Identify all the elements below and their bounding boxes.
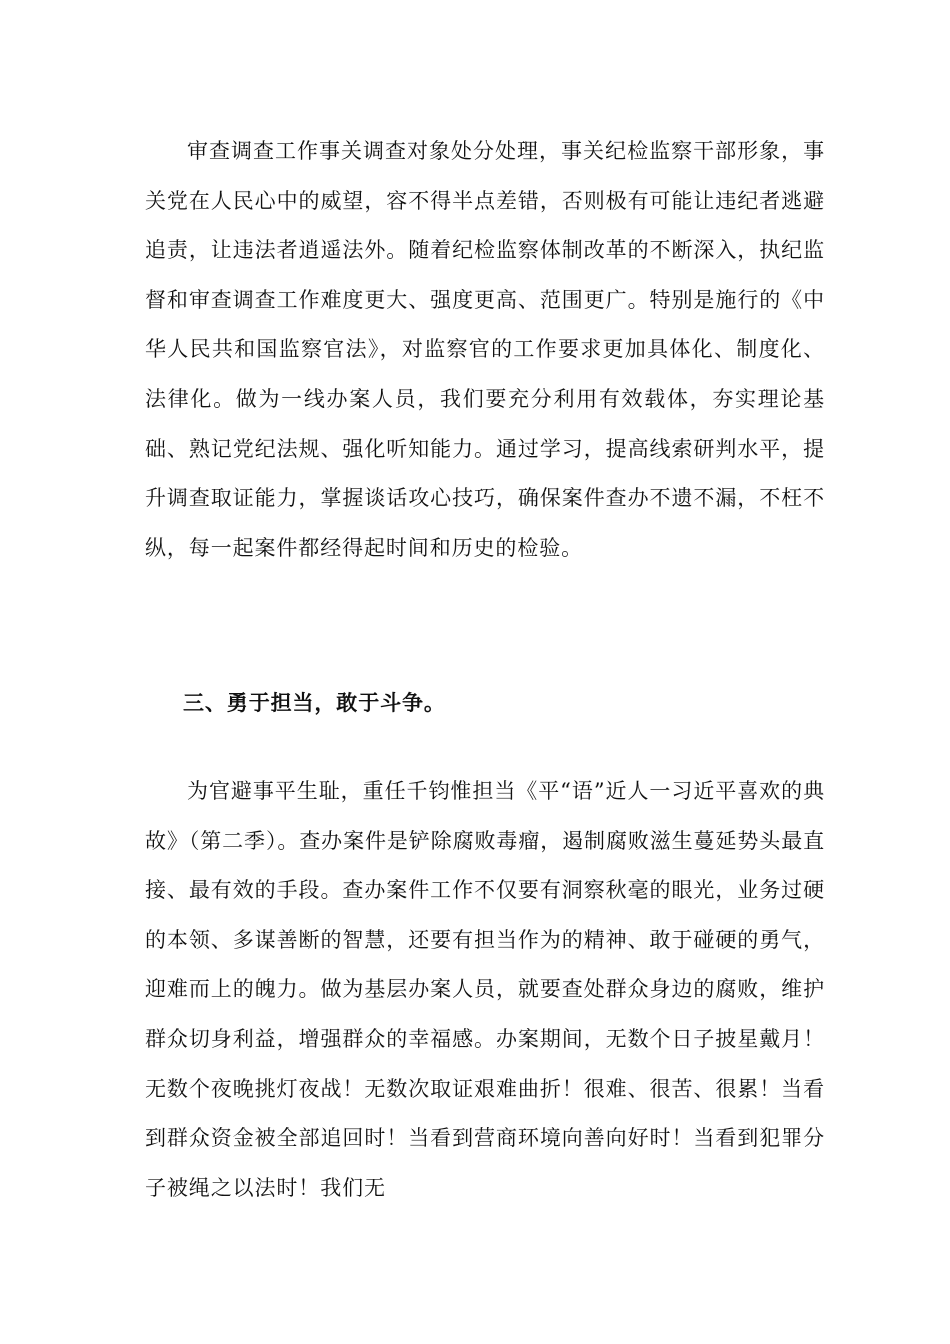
body-paragraph-investigation: 审查调查工作事关调查对象处分处理，事关纪检监察干部形象，事关党在人民心中的威望，容不得半点差错，否则极有可能让违纪者逃避追责，让违法者逍遥法外。随着纪检监察体制改革的不断深入，执纪监督和审查调查工作难度更大、强度更高、范围更广。特别是施行的《中华人民共和国监察官法》，对监察官的工作要求更加具体化、制度化、法律化。做为一线办案人员，我们要充分利用有效载体，夯实理论基础、熟记党纪法规、强化听知能力。通过学习，提高线索研判水平，提升调查取证能力，掌握谈话攻心技巧，确保案件查办不遗不漏，不枉不纵，每一起案件都经得起时间和历史的检验。: [145, 139, 825, 560]
body-paragraph-responsibility: 为官避事平生耻，重任千钧惟担当《平“语”近人一习近平喜欢的典故》（第二季）。查办案件是铲除腐败毒瘤，遏制腐败滋生蔓延势头最直接、最有效的手段。查办案件工作不仅要有洞察秋毫的眼光，业务过硬的本领、多谋善断的智慧，还要有担当作为的精神、敢于碰硬的勇气，迎难而上的魄力。做为基层办案人员，就要查处群众身边的腐败，维护群众切身利益，增强群众的幸福感。办案期间，无数个日子披星戴月！无数个夜晚挑灯夜战！无数次取证艰难曲折！很难、很苦、很累！当看到群众资金被全部追回时！当看到营商环境向善向好时！当看到犯罪分子被绳之以法时！我们无: [145, 779, 825, 1200]
section-heading: 三、勇于担当，敢于斗争。: [183, 690, 446, 715]
